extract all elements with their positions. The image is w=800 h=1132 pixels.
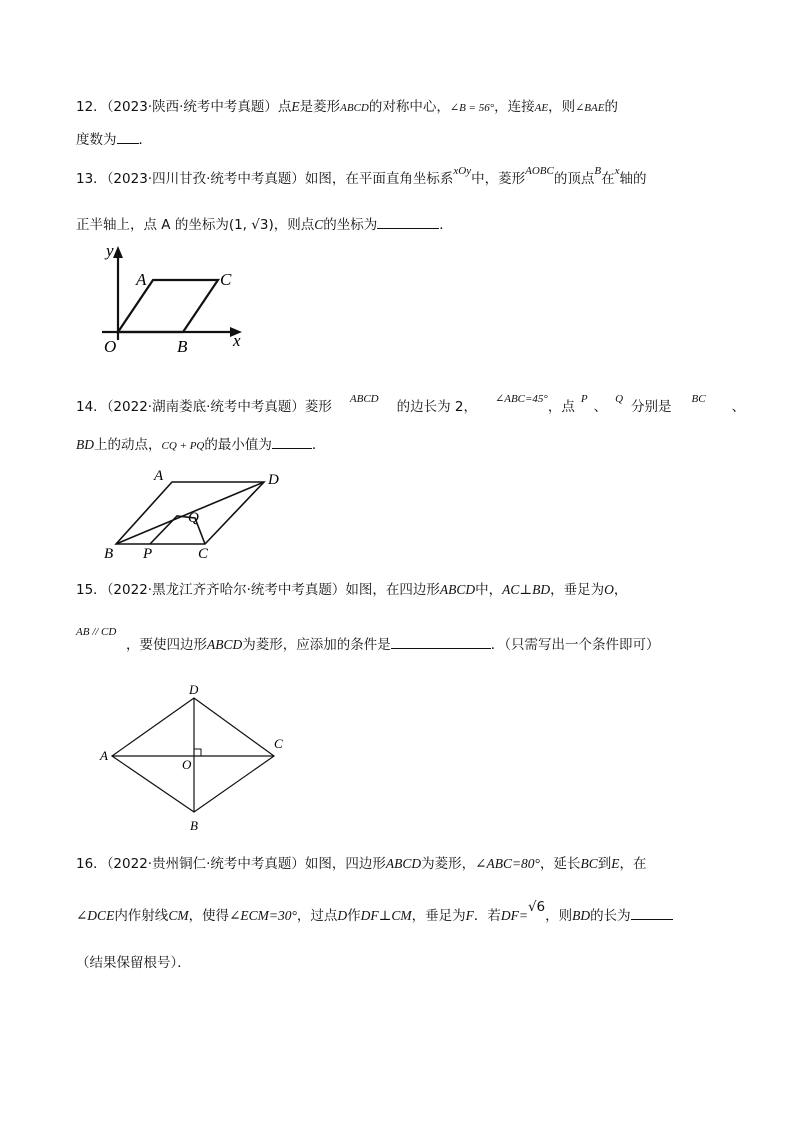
q14-text: 、	[731, 399, 746, 415]
q16-text: 内作射线	[114, 908, 169, 924]
q13-text: 中，菱形	[471, 171, 526, 187]
q14-rhombus-name: ABCD	[349, 393, 379, 405]
q16-df: DF=	[500, 908, 528, 923]
q14-label-p: P	[143, 546, 153, 562]
q12-text: 度数为	[76, 132, 117, 148]
q16-segment-bd: BD	[572, 908, 591, 923]
q14-label-b: B	[104, 546, 114, 562]
q13-text: 正半轴上，点 A 的坐标为	[76, 217, 229, 233]
q13-label-o: O	[104, 337, 117, 356]
q12-line1	[76, 98, 618, 117]
q13-label-c: C	[220, 270, 232, 289]
q14-segment-bc: BC	[691, 393, 706, 405]
q16-text: ．若	[473, 908, 501, 924]
q13-line1	[76, 165, 647, 189]
q12-source: （2023·陕西·统考中考真题）点	[106, 99, 292, 115]
q14-text: 分别是	[631, 399, 672, 415]
q16-text: ，延长	[539, 856, 581, 872]
q14-expression: CQ + PQ	[161, 440, 205, 452]
q12-answer-blank	[117, 131, 139, 144]
q16-text: 到	[597, 856, 612, 872]
q15-label-d: D	[189, 682, 199, 697]
q14-source: （2022·湖南娄底·统考中考真题）菱形	[106, 399, 332, 415]
q14-period: ．	[311, 437, 326, 453]
q16-point-e: E	[611, 856, 620, 871]
q16-number: 16．	[76, 856, 107, 872]
q13-text: 轴的	[619, 171, 647, 187]
q15-text: 中，	[475, 582, 503, 598]
q15-label-c: C	[274, 736, 283, 751]
q16-answer-blank	[631, 907, 673, 920]
q12-point-e: E	[291, 99, 300, 114]
q12-line2	[76, 131, 152, 149]
q14-text: 上的动点，	[94, 437, 162, 453]
q16-text: ，则	[545, 908, 573, 924]
q16-ray-cm: CM	[168, 908, 189, 923]
q13-label-a: A	[136, 270, 147, 289]
q16-line2	[76, 899, 673, 925]
q14-answer-blank	[272, 436, 312, 449]
q16-rhombus-name: ABCD	[385, 856, 422, 871]
q16-perpendicular: DF⊥CM	[360, 908, 412, 923]
q15-right-angle-mark	[194, 749, 201, 756]
q13-point-b: B	[594, 165, 602, 177]
q13-figure	[96, 240, 256, 360]
q12-rhombus-name: ABCD	[340, 102, 369, 114]
q14-point-p: P	[580, 393, 588, 405]
q15-label-o: O	[182, 757, 192, 772]
q14-text: 、	[593, 399, 608, 415]
q16-source: （2022·贵州铜仁·统考中考真题）如图，四边形	[106, 856, 386, 872]
q16-text: （结果保留根号）．	[76, 955, 191, 971]
q14-text: ，点	[547, 399, 575, 415]
q13-coordinate-system: xOy	[453, 165, 472, 177]
q15-number: 15．	[76, 582, 107, 598]
q15-point-o: O	[604, 582, 614, 597]
q13-rhombus-name: AOBC	[525, 165, 554, 177]
q13-sqrt3: √3	[251, 217, 269, 233]
q13-period: ．	[439, 217, 453, 233]
q15-line2	[76, 636, 660, 654]
q15-perpendicular: AC⊥BD	[502, 582, 551, 597]
q15-quad-name: ABCD	[207, 637, 243, 652]
q13-text: 的顶点	[553, 171, 595, 187]
q13-label-x: x	[233, 331, 241, 350]
q14-line2	[76, 436, 325, 455]
q13-y-arrow	[113, 246, 123, 258]
q15-answer-blank	[391, 636, 491, 649]
q13-label-b: B	[177, 337, 188, 356]
q15-line1	[76, 581, 627, 599]
q14-text: 的边长为 2，	[396, 399, 478, 415]
q12-angle-bae: ∠BAE	[575, 102, 605, 114]
q13-number: 13．	[76, 171, 107, 187]
q13-coord: (1,	[228, 217, 252, 233]
q13-text: 的坐标为	[323, 217, 378, 233]
q12-text: 是菱形	[299, 99, 341, 115]
q15-quad-name: ABCD	[439, 582, 476, 597]
q15-label-a: A	[100, 748, 108, 763]
q15-quadrilateral	[112, 698, 274, 812]
q16-text: ，过点	[296, 908, 338, 924]
q16-text: 为菱形，	[421, 856, 476, 872]
q15-text: ．（只需写出一个条件即可）	[490, 637, 660, 653]
q12-number: 12．	[76, 99, 107, 115]
q13-source: （2023·四川甘孜·统考中考真题）如图，在平面直角坐标系	[106, 171, 454, 187]
q13-label-y: y	[106, 241, 114, 260]
q12-segment-ae: AE	[534, 102, 549, 114]
q16-text: 的长为	[590, 908, 631, 924]
q16-angle-ecm: ∠ECM=30°	[229, 908, 297, 923]
q13-line2	[76, 216, 453, 234]
q13-point-c: C	[314, 217, 324, 232]
q15-figure	[96, 680, 296, 840]
q15-text: ，要使四边形	[126, 637, 207, 653]
q12-text: 的对称中心，	[368, 99, 450, 115]
q13-rhombus	[118, 280, 218, 332]
q13-text: ，则点	[273, 217, 315, 233]
q12-text: ，连接	[494, 99, 535, 115]
q13-answer-blank	[377, 216, 439, 229]
q16-text: ，在	[619, 856, 647, 872]
q16-text: ，垂足为	[411, 908, 466, 924]
q16-angle-dce: ∠DCE	[76, 908, 115, 923]
q14-label-c: C	[198, 546, 209, 562]
q14-angle-abc: ∠ABC=45°	[495, 393, 548, 405]
q12-period: ．	[138, 132, 152, 148]
q16-line1	[76, 855, 646, 873]
q14-number: 14．	[76, 399, 107, 415]
q16-angle-abc: ∠ABC=80°	[475, 856, 540, 871]
q15-label-b: B	[190, 818, 198, 833]
q14-label-d: D	[268, 472, 279, 488]
q14-line1	[76, 393, 746, 417]
q15-parallel: AB // CD	[76, 626, 117, 638]
q14-label-q: Q	[188, 510, 199, 526]
q14-figure	[100, 466, 300, 566]
q16-point-f: F	[465, 908, 474, 923]
q16-point-d: D	[337, 908, 348, 923]
q16-text: ，使得	[188, 908, 230, 924]
q16-line3	[76, 954, 191, 972]
q15-text: 为菱形，应添加的条件是	[242, 637, 391, 653]
q15-text: ，垂足为	[550, 582, 605, 598]
q16-segment-bc: BC	[580, 856, 598, 871]
q14-point-q: Q	[615, 393, 624, 405]
q13-text: 在	[601, 171, 615, 187]
q13-x-axis-name: x	[614, 165, 620, 177]
q12-text: ，则	[548, 99, 576, 115]
q14-text: 的最小值为	[204, 437, 272, 453]
q15-source: （2022·黑龙江齐齐哈尔·统考中考真题）如图，在四边形	[106, 582, 440, 598]
q14-segment-bd: BD	[76, 437, 94, 452]
q16-text: 作	[347, 908, 361, 924]
q15-text: ，	[613, 582, 628, 598]
q16-sqrt6: √6	[527, 899, 546, 915]
q13-coord: )	[268, 217, 274, 233]
q12-text: 的	[604, 99, 618, 115]
q14-label-a: A	[154, 468, 164, 484]
q12-angle-b: ∠B = 56°	[449, 102, 495, 114]
